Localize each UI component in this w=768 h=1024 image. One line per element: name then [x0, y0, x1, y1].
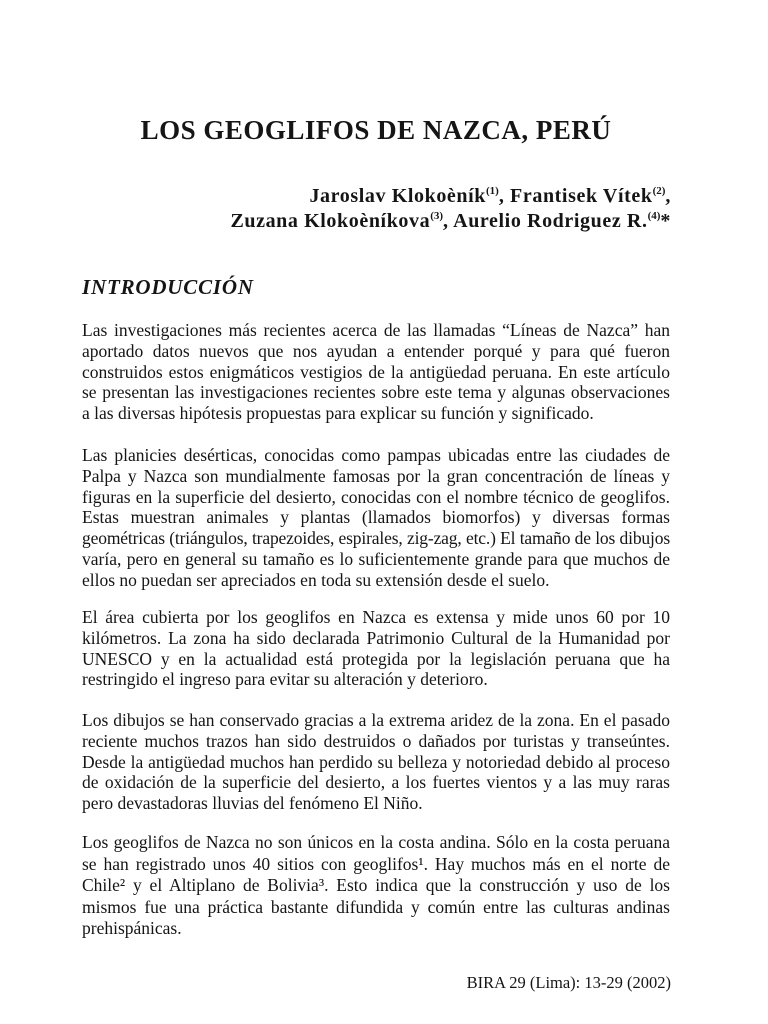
- author-separator: ,: [443, 210, 454, 232]
- text-line: Estas muestran animales y plantas (llamados biomorfos) y diversas formas: [82, 507, 670, 528]
- text-line: restringido el ingreso para evitar su alteración y deterioro.: [82, 669, 488, 690]
- affiliation-marker: (4): [647, 210, 661, 222]
- text-line: Las investigaciones más recientes acerca de las llamadas “Líneas de Nazca” han: [82, 320, 670, 340]
- author-footnote-mark: *: [660, 210, 671, 232]
- author-name: Zuzana Klokoèníkova: [230, 210, 431, 232]
- author-line: [230, 209, 671, 234]
- text-line: a las diversas hipótesis propuestas para explicar su función y significado.: [82, 403, 594, 424]
- author-separator: ,: [665, 185, 671, 207]
- text-line: pero devastadoras lluvias del fenómeno El Niño.: [82, 793, 423, 814]
- paragraph: [82, 320, 670, 424]
- author-list: [230, 184, 671, 234]
- affiliation-marker: (1): [486, 185, 499, 197]
- paragraph: [82, 832, 670, 940]
- text-line: Las planicies desérticas, conocidas como pampas ubicadas entre las ciudades de: [82, 445, 670, 465]
- text-line: prehispánicas.: [82, 918, 182, 939]
- paragraph: [82, 445, 670, 591]
- text-line: mismos fue una práctica bastante difundida y común entre las culturas andinas: [82, 896, 670, 917]
- text-line: de oxidación de la superficie del desierto, a los fuertes vientos y a las muy raras: [82, 772, 670, 793]
- text-line: UNESCO y en la actualidad está protegida por la legislación peruana que ha: [82, 648, 670, 669]
- text-line: se han registrado unos 40 sitios con geoglifos¹. Hay muchos más en el norte de: [82, 853, 670, 874]
- text-line: construidos estos enigmáticos vestigios de la antigüedad peruana. En este artículo: [82, 361, 670, 382]
- article-title: LOS GEOGLIFOS DE NAZCA, PERÚ: [140, 115, 612, 145]
- text-line: ellos no puedan ser apreciados en toda su extensión desde el suelo.: [82, 569, 550, 590]
- journal-citation: BIRA 29 (Lima): 13-29 (2002): [466, 973, 671, 992]
- text-line: se presentan las investigaciones recientes sobre este tema y algunas observaciones: [82, 382, 670, 403]
- text-line: Palpa y Nazca son mundialmente famosas por la gran concentración de líneas y: [82, 465, 670, 486]
- author-name: Aurelio Rodriguez R.: [453, 210, 648, 232]
- text-line: geométricas (triángulos, trapezoides, espirales, zig-zag, etc.) El tamaño de los dibujos: [82, 528, 670, 549]
- text-line: El área cubierta por los geoglifos en Nazca es extensa y mide unos 60 por 10: [82, 607, 670, 627]
- affiliation-marker: (2): [652, 185, 666, 197]
- text-line: aportado datos nuevos que nos ayudan a entender porqué y para qué fueron: [82, 340, 670, 361]
- paragraph: [82, 710, 670, 814]
- author-name: Frantisek Vítek: [510, 185, 653, 207]
- text-line: Chile² y el Altiplano de Bolivia³. Esto indica que la construcción y uso de los: [82, 875, 670, 896]
- text-line: kilómetros. La zona ha sido declarada Patrimonio Cultural de la Humanidad por: [82, 627, 670, 648]
- paragraph: [82, 607, 670, 690]
- text-line: Los dibujos se han conservado gracias a la extrema aridez de la zona. En el pasado: [82, 710, 670, 730]
- author-name: Jaroslav Klokoèník: [309, 185, 487, 207]
- text-line: Los geoglifos de Nazca no son únicos en la costa andina. Sólo en la costa peruana: [82, 832, 670, 852]
- text-line: figuras en la superficie del desierto, conocidas con el nombre técnico de geoglifos.: [82, 486, 670, 507]
- author-line: [230, 184, 671, 209]
- author-separator: ,: [498, 185, 511, 207]
- text-line: varía, pero en general su tamaño es lo suficientemente grande para que muchos de: [82, 548, 670, 569]
- affiliation-marker: (3): [430, 210, 444, 222]
- text-line: reciente muchos trazos han sido destruidos o dañados por turistas y transeúntes.: [82, 730, 670, 751]
- section-heading: INTRODUCCIÓN: [82, 275, 254, 299]
- text-line: Desde la antigüedad muchos han perdido su belleza y notoriedad debido al proceso: [82, 751, 670, 772]
